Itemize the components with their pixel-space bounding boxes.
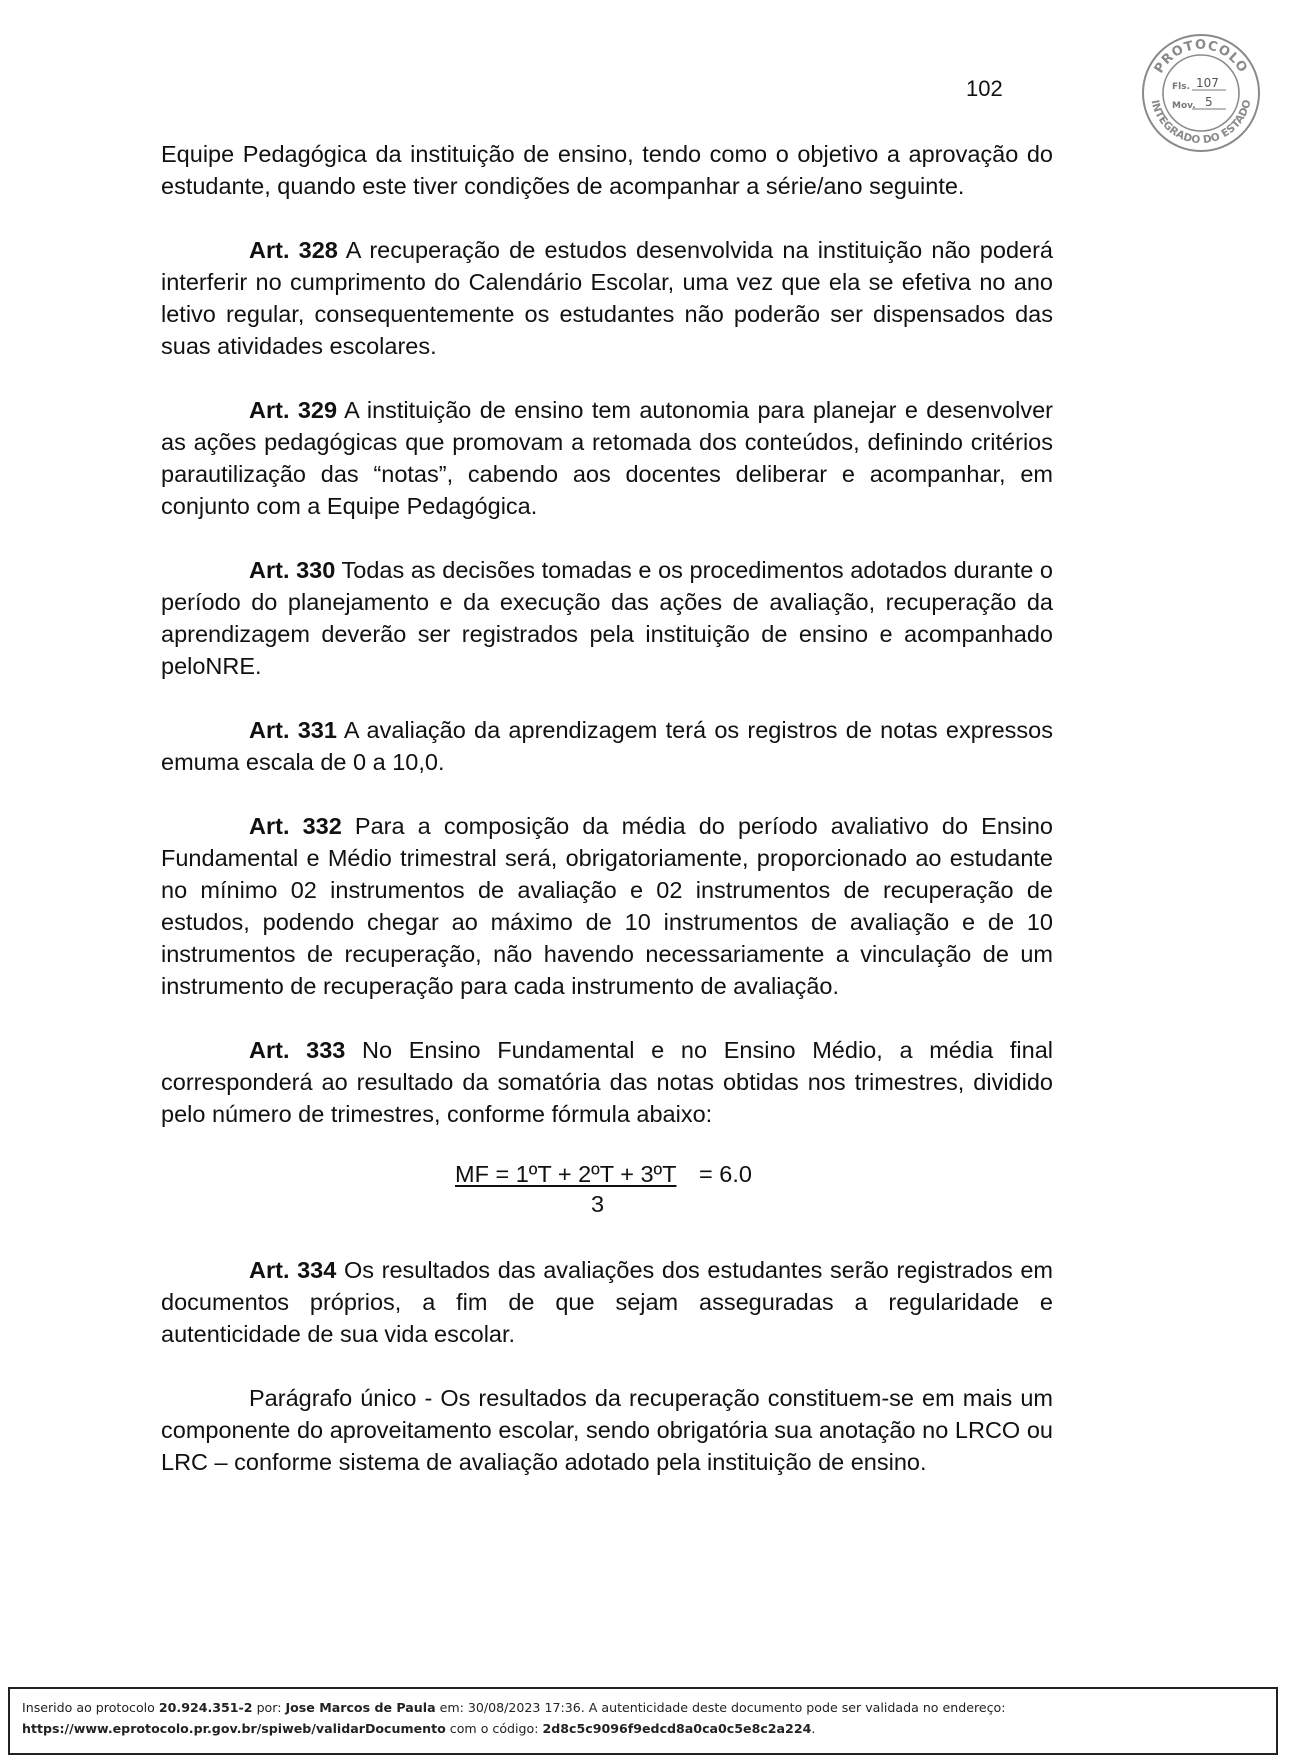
formula-result: = 6.0 — [699, 1161, 752, 1187]
protocol-stamp — [1140, 32, 1262, 154]
paragraph-unico: Parágrafo único - Os resultados da recuperação constituem-se em mais um componente do aproveitamento escolar, sendo obrigatória sua anotação no LRCO ou LRC – conforme sistema de avaliação adotado pela instituição de ensino. — [161, 1385, 1053, 1475]
footer-end: . — [811, 1721, 816, 1736]
footer-protocol-number: 20.924.351-2 — [158, 1700, 253, 1715]
article-text: A recuperação de estudos desenvolvida na instituição não poderá interferir no cumprimento do Calendário Escolar, uma vez que ela se efetiva no ano letivo regular, consequentemente os estudantes não poderão ser dispensados das suas atividades escolares. — [161, 237, 1053, 359]
stamp-mov-value: 5 — [1205, 95, 1213, 109]
article-329 — [161, 394, 1053, 522]
authentication-footer — [8, 1687, 1278, 1755]
article-text: A avaliação da aprendizagem terá os registros de notas expressos emuma escala de 0 a 10,0. — [161, 717, 1053, 775]
footer-validation-code: 2d8c5c9096f9edcd8a0ca0c5e8c2a224 — [542, 1721, 812, 1736]
article-text: Para a composição da média do período avaliativo do Ensino Fundamental e Médio trimestral será, obrigatoriamente, proporcionado ao estudante no mínimo 02 instrumentos de avaliação e 02 instrumentos de recuperação de estudos, podendo chegar ao máximo de 10 instrumentos de avaliação e de 10 instrumentos de recuperação, não havendo necessariamente a vinculação de um instrumento de recuperação para cada instrumento de avaliação. — [161, 813, 1053, 999]
article-label: Art. 330 — [249, 557, 336, 583]
page-number: 102 — [966, 76, 1003, 101]
document-body — [161, 138, 1053, 1510]
article-331 — [161, 714, 1053, 778]
article-text: A instituição de ensino tem autonomia para planejar e desenvolver as ações pedagógicas que promovam a retomada dos conteúdos, definindo critérios parautilização das “notas”, cabendo aos docentes deliberar e acompanhar, em conjunto com a Equipe Pedagógica. — [161, 397, 1053, 519]
article-332 — [161, 810, 1053, 1002]
footer-by: por: — [252, 1700, 286, 1715]
article-label: Art. 331 — [249, 717, 337, 743]
footer-author: Jose Marcos de Paula — [285, 1700, 436, 1715]
article-333 — [161, 1034, 1053, 1130]
footer-validation-url[interactable]: https://www.eprotocolo.pr.gov.br/spiweb/validarDocumento — [22, 1721, 446, 1736]
article-label: Art. 333 — [249, 1037, 346, 1063]
footer-date: em: 30/08/2023 17:36. A autenticidade deste documento pode ser validada no endereço: — [435, 1700, 1006, 1715]
article-text: Os resultados das avaliações dos estudantes serão registrados em documentos próprios, a fim de que sejam asseguradas a regularidade e autenticidade de sua vida escolar. — [161, 1257, 1053, 1347]
stamp-mov-label: Mov. — [1172, 101, 1196, 111]
article-334 — [161, 1254, 1053, 1350]
article-label: Art. 332 — [249, 813, 342, 839]
formula-denominator: 3 — [591, 1191, 605, 1217]
article-328 — [161, 234, 1053, 362]
stamp-bottom-text: INTEGRADO DO ESTADO — [1148, 98, 1254, 147]
article-label: Art. 329 — [249, 397, 338, 423]
svg-text:PROTOCOLO — [1152, 38, 1251, 76]
formula-numerator: MF = 1ºT + 2ºT + 3ºT — [455, 1161, 677, 1187]
stamp-fls-label: Fls. — [1172, 82, 1191, 92]
footer-code-prefix: com o código: — [445, 1721, 543, 1736]
article-label: Art. 328 — [249, 237, 338, 263]
article-330 — [161, 554, 1053, 682]
stamp-top-text: PROTOCOLO — [1151, 37, 1251, 77]
article-text: No Ensino Fundamental e no Ensino Médio, a média final corresponderá ao resultado da somatória das notas obtidas nos trimestres, dividido pelo número de trimestres, conforme fórmula abaixo: — [161, 1037, 1053, 1127]
footer-line-1 — [22, 1697, 1264, 1718]
stamp-fls-value: 107 — [1196, 76, 1219, 90]
footer-prefix: Inserido ao protocolo — [22, 1700, 159, 1715]
average-formula — [161, 1158, 1053, 1220]
paragraph-continuation: Equipe Pedagógica da instituição de ensino, tendo como o objetivo a aprovação do estudante, quando este tiver condições de acompanhar a série/ano seguinte. — [161, 141, 1053, 199]
article-text: Todas as decisões tomadas e os procedimentos adotados durante o período do planejamento e da execução das ações de avaliação, recuperação da aprendizagem deverão ser registrados pela instituição de ensino e acompanhado peloNRE. — [161, 557, 1053, 679]
footer-line-2 — [22, 1718, 1264, 1739]
article-label: Art. 334 — [249, 1257, 337, 1283]
